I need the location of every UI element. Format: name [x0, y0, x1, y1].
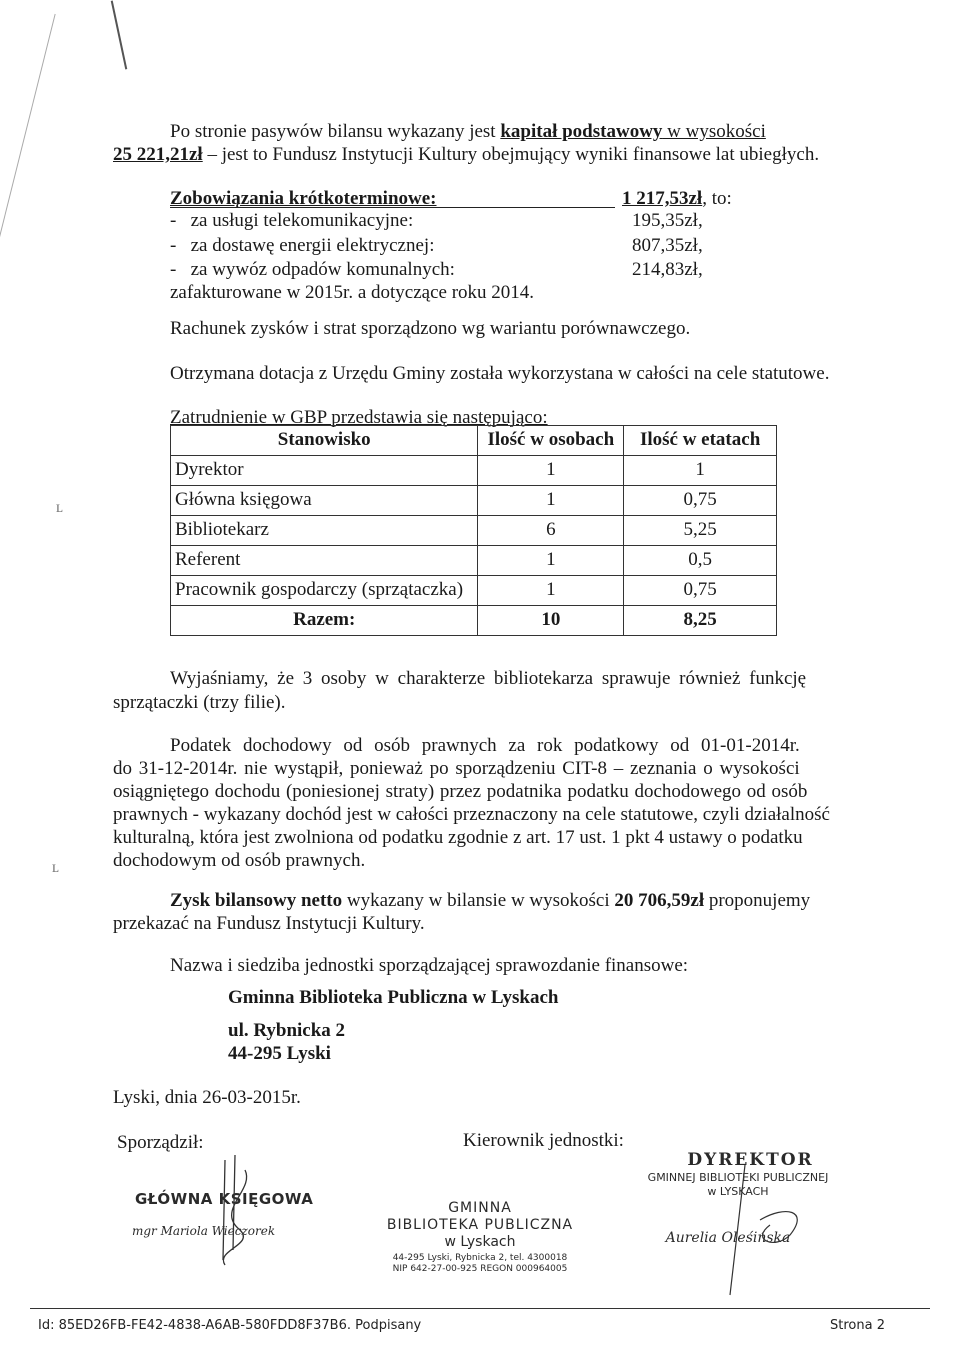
footer-page: Strona 2	[830, 1318, 885, 1333]
liabilities-heading-rule	[170, 207, 615, 208]
table-row: Główna księgowa 1 0,75	[171, 486, 777, 516]
tax-line: dochodowym od osób prawnych.	[113, 850, 366, 871]
intro-line-2: 25 221,21zł – jest to Fundusz Instytucji Kultury obejmujący wyniki finansowe lat ubiegłych.	[113, 144, 820, 165]
director-name: Aurelia Oleśińska	[665, 1229, 791, 1246]
liabilities-note: zafakturowane w 2015r. a dotyczące roku 2014.	[170, 282, 535, 303]
profit-line-1: Zysk bilansowy netto wykazany w bilansie w wysokości 20 706,59zł proponujemy	[170, 890, 811, 911]
entity-street: ul. Rybnicka 2	[228, 1020, 346, 1041]
entity-name: Gminna Biblioteka Publiczna w Lyskach	[228, 987, 559, 1008]
subsidy-text: Otrzymana dotacja z Urzędu Gminy została wykorzystana w całości na cele statutowe.	[170, 363, 830, 384]
chief-accountant-name: mgr Mariola Wieczorek	[132, 1224, 276, 1238]
table-row: Dyrektor 1 1	[171, 456, 777, 486]
explanation-line-1: Wyjaśniamy, że 3 osoby w charakterze bibliotekarza sprawuje również funkcję	[170, 668, 807, 689]
footer-rule	[30, 1308, 930, 1309]
entity-intro: Nazwa i siedziba jednostki sporządzającej sprawozdanie finansowe:	[170, 955, 689, 976]
employment-intro: Zatrudnienie w GBP przedstawia się następująco:	[170, 407, 548, 428]
profit-amount: 20 706,59zł	[614, 890, 705, 911]
chief-accountant-title: GŁÓWNA KSIĘGOWA	[135, 1190, 314, 1208]
column-header: Ilość w osobach	[478, 426, 624, 456]
profit-line-2: przekazać na Fundusz Instytucji Kultury.	[113, 913, 425, 934]
director-title: DYREKTOR	[687, 1150, 814, 1170]
tax-line: osiągniętego dochodu (poniesionej straty) przez podatnika podatku dochodowego od osób	[113, 781, 808, 802]
tax-line: prawnych - wykazany dochód jest w całości przeznaczony na cele statutowe, czyli działalność	[113, 804, 830, 825]
prepared-by-label: Sporządził:	[117, 1132, 204, 1153]
liability-item: - za wywóz odpadów komunalnych:	[170, 259, 455, 280]
tax-line: do 31-12-2014r. nie wystąpił, ponieważ po sporządzeniu CIT-8 – zeznania o wysokości	[113, 758, 800, 779]
liabilities-heading: Zobowiązania krótkoterminowe:	[170, 188, 437, 209]
column-header: Stanowisko	[171, 426, 478, 456]
chief-accountant-signature	[195, 1150, 285, 1270]
capital-label: kapitał podstawowy	[500, 121, 663, 142]
liabilities-total: 1 217,53zł, to:	[622, 188, 732, 209]
liability-item: - za dostawę energii elektrycznej:	[170, 235, 435, 256]
table-row: Pracownik gospodarczy (sprzątaczka) 1 0,75	[171, 576, 777, 606]
footer-id: Id: 85ED26FB-FE42-4838-A6AB-580FDD8F37B6. Podpisany	[38, 1318, 422, 1333]
liability-amount: 807,35zł,	[632, 235, 703, 256]
liability-amount: 195,35zł,	[632, 210, 703, 231]
liability-item: - za usługi telekomunikacyjne:	[170, 210, 414, 231]
margin-mark: ʟ	[56, 499, 63, 516]
liability-amount: 214,83zł,	[632, 259, 703, 280]
income-statement-text: Rachunek zysków i strat sporządzono wg wariantu porównawczego.	[170, 318, 691, 339]
director-stamp: DYREKTOR GMINNEJ BIBLIOTEKI PUBLICZNEJ w LYSKACH Aurelia Oleśińska	[608, 1150, 868, 1247]
staff-table	[170, 425, 777, 636]
table-header-row	[171, 426, 777, 456]
entity-city: 44-295 Lyski	[228, 1043, 331, 1064]
table-total-row: Razem: 10 8,25	[171, 606, 777, 636]
head-of-unit-label: Kierownik jednostki:	[463, 1130, 624, 1151]
place-date: Lyski, dnia 26-03-2015r.	[113, 1087, 301, 1108]
column-header: Ilość w etatach	[624, 426, 777, 456]
director-signature	[690, 1160, 830, 1300]
library-stamp: GMINNA BIBLIOTEKA PUBLICZNA w Lyskach 44-295 Lyski, Rybnicka 2, tel. 4300018 NIP 642-27-00-925 REGON 000964005	[386, 1200, 574, 1275]
margin-mark: ʟ	[52, 859, 59, 876]
explanation-line-2: sprzątaczki (trzy filie).	[113, 692, 286, 713]
scan-edge-mark	[111, 1, 128, 70]
intro-line-1: Po stronie pasywów bilansu wykazany jest kapitał podstawowy w wysokości	[170, 121, 766, 142]
tax-line: kulturalną, która jest zwolniona od podatku zgodnie z art. 17 ust. 1 pkt 4 ustawy o podatku	[113, 827, 803, 848]
scan-edge-mark	[0, 14, 56, 276]
table-row: Bibliotekarz 6 5,25	[171, 516, 777, 546]
tax-line: Podatek dochodowy od osób prawnych za rok podatkowy od 01-01-2014r.	[170, 735, 800, 756]
capital-amount: 25 221,21zł	[113, 144, 203, 165]
table-row: Referent 1 0,5	[171, 546, 777, 576]
